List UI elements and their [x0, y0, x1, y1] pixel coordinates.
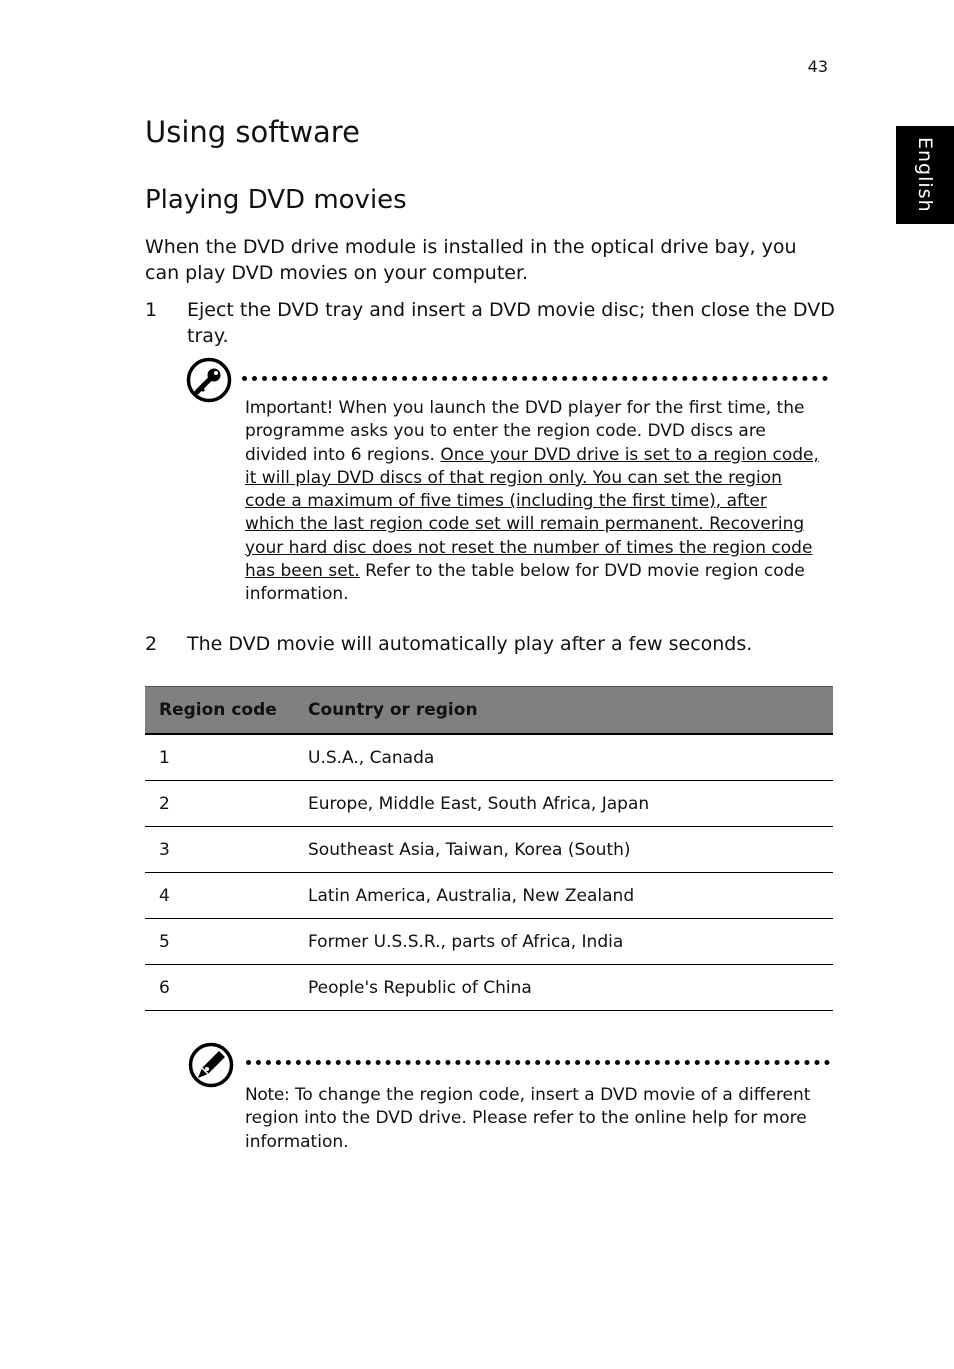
key-icon	[186, 357, 232, 403]
header-region-code: Region code	[145, 687, 294, 735]
region-code-cell: 4	[145, 873, 294, 919]
table-row	[145, 827, 833, 873]
step-text: Eject the DVD tray and insert a DVD movie disc; then close the DVD tray.	[187, 299, 835, 347]
step-2	[145, 631, 835, 657]
country-cell: Former U.S.S.R., parts of Africa, India	[294, 919, 833, 965]
region-code-cell: 3	[145, 827, 294, 873]
region-code-cell: 6	[145, 965, 294, 1011]
table-row	[145, 734, 833, 781]
important-text-before: When you launch the DVD player for the first time, the programme asks you to enter the region code. DVD discs are divided into 6 regions.	[245, 398, 805, 465]
language-tab-label: English	[914, 137, 936, 213]
table-row	[145, 919, 833, 965]
table-header-row	[145, 687, 833, 735]
region-code-table	[145, 686, 833, 1011]
step-number: 1	[145, 299, 158, 321]
step-number: 2	[145, 633, 158, 655]
language-tab	[896, 126, 954, 224]
country-cell: People's Republic of China	[294, 965, 833, 1011]
region-code-cell: 2	[145, 781, 294, 827]
note-pen-icon	[188, 1042, 234, 1088]
table-row	[145, 781, 833, 827]
note-divider	[246, 1060, 830, 1065]
note-paragraph	[245, 1084, 820, 1154]
important-text-underlined: Once your DVD drive is set to a region code, it will play DVD discs of that region only. You can set the region code a maximum of five times (including the first time), after which the last region code set will remain permanent. Recovering your hard disc does not reset the number of times the region code has been set.	[245, 444, 819, 582]
section-heading: Using software	[145, 115, 360, 149]
step-1	[145, 297, 835, 349]
header-country-region: Country or region	[294, 687, 833, 735]
subsection-heading: Playing DVD movies	[145, 185, 407, 215]
intro-paragraph: When the DVD drive module is installed in the optical drive bay, you can play DVD movies on your computer.	[145, 236, 797, 284]
page-number: 43	[807, 57, 828, 76]
note-text: To change the region code, insert a DVD movie of a different region into the DVD drive. Please refer to the online help for more information.	[245, 1085, 811, 1152]
table-row	[145, 873, 833, 919]
country-cell: Latin America, Australia, New Zealand	[294, 873, 833, 919]
note-label: Note:	[245, 1085, 290, 1105]
country-cell: U.S.A., Canada	[294, 734, 833, 781]
important-note	[245, 397, 820, 607]
country-cell: Europe, Middle East, South Africa, Japan	[294, 781, 833, 827]
important-label: Important!	[245, 398, 334, 418]
region-code-cell: 1	[145, 734, 294, 781]
table-row	[145, 965, 833, 1011]
note-divider	[242, 376, 828, 381]
step-text: The DVD movie will automatically play after a few seconds.	[187, 633, 753, 655]
important-text-after: Refer to the table below for DVD movie region code information.	[245, 561, 805, 605]
country-cell: Southeast Asia, Taiwan, Korea (South)	[294, 827, 833, 873]
region-code-cell: 5	[145, 919, 294, 965]
